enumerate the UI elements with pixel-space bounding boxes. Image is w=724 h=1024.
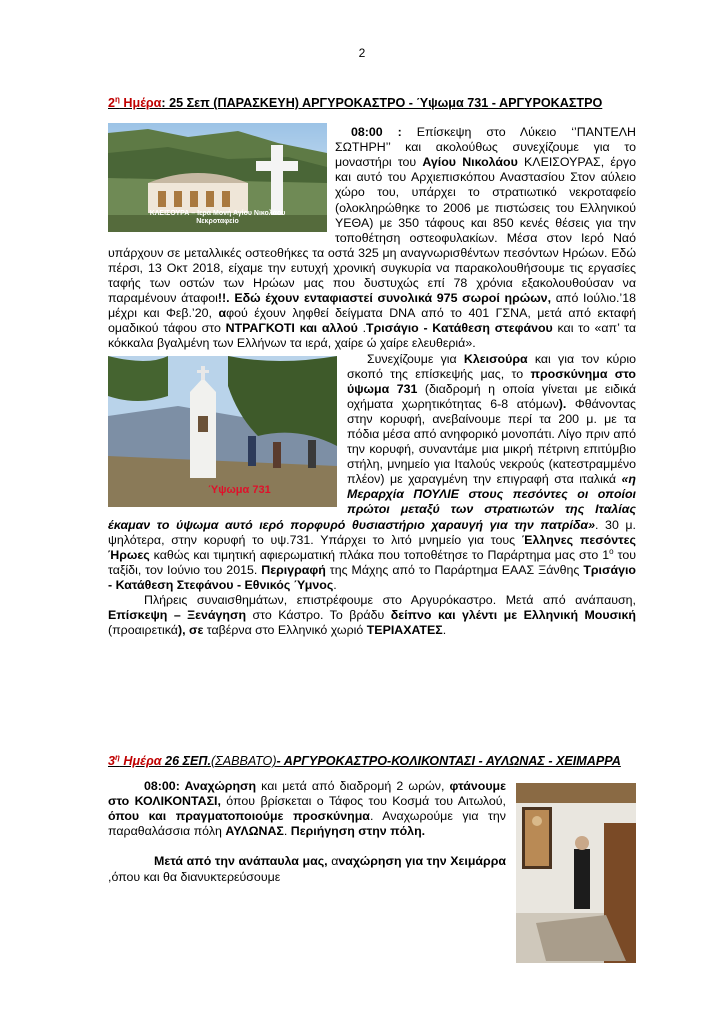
monastery-cemetery-image	[108, 123, 327, 232]
hill-731-memorial-image	[108, 356, 337, 507]
day2-section	[108, 96, 636, 638]
day2-paragraph-2: Συνεχίζουμε για Κλεισούρα και για τον κύριο σκοπό της επίσκεψής μας, το προσκύνημα στο ύψωμα 731 (διαδρομή η οποία γίνεται με ειδικά οχήματα χωρητικότητας 6-8 ατόμων). Φθάνοντας στην κορυφή, ανεβαίνουμε περί τα 200 μ. με τα πόδια μέσα από ανηφορικό μονοπάτι. Λίγο πριν από την κορυφή, συναντάμε μια μικρή πέτρινη επιτύμβιο στήλη, μνημείο για Ιταλούς νεκρούς (κατεστραμμένο πλέον) με χαραγμένη την επιγραφή στα ιταλικά «η Μεραρχία ΠΟΥΛΙΕ στους πεσόντες οι οποίοι πρώτοι μεταξύ των στρατιωτών της Ιταλίας έκαμαν το ύψωμα αυτό ιερό πορφυρό θυσιαστήριο χαραυγή για την πατρίδα». 30 μ. ψηλότερα, στην κορυφή το υψ.731. Υπάρχει το λιτό μνημείο για τους Έλληνες πεσόντες Ήρωες καθώς και τιμητική αφιερωματική πλάκα που τοποθέτησε το Παράρτημα μας στο $1^o$ του ταξίδι, τον Ιούνιο του 2015. Περιγραφή της Μάχης από το Παράρτημα ΕΑΑΣ Ξάνθης Τρισάγιο - Κατάθεση Στεφάνου - Εθνικός Ύμνος.	[108, 351, 637, 592]
day2-heading: $2^\eta$ Ημέρα: 25 Σεπ (ΠΑΡΑΣΚΕΥΗ) ΑΡΓΥΡΟΚΑΣΤΡΟ - Ύψωμα 731 - ΑΡΓΥΡΟΚΑΣΤΡΟ	[108, 94, 603, 110]
day3-paragraph-1: 08:00: Αναχώρηση και μετά από διαδρομή 2 ωρών, φτάνουμε στο ΚΟΛΙΚΟΝΤΑΣΙ, όπου βρίσκεται ο Τάφος του Κοσμά του Αιτωλού, όπου και πραγματοποιούμε προσκύνημα. Αναχωρούμε για την παραθαλάσσια πόλη ΑΥΛΩΝΑΣ. Περιήγηση στην πόλη.	[108, 779, 506, 839]
day2-paragraph-1: 08:00 : Επίσκεψη στο Λύκειο ‘’ΠΑΝΤΕΛΗ ΣΩΤΗΡΗ’’ και ακολούθως συνεχίζουμε για το μοναστήρι του Αγίου Νικολάου ΚΛΕΙΣΟΥΡΑΣ, έργο και αυτό του Αρχιεπισκόπου Αναστασίου Στον αύλειο χώρο του, υπάρχει το στρατιωτικό νεκροταφείο (ολοκληρώθηκε το 2006 με πιστώσεις του Ελληνικού ΥΕΘΑ) με 350 τάφους και 850 κενές θέσεις για την τοποθέτηση οστεοφυλακίων. Μέσα στον Ιερό Ναό υπάρχουν σε μεταλλικές οστεοθήκες τα οστά 325 μη αναγνωρισθέντων πεσόντων Ηρώων. Εδώ πέρσι, 13 Οκτ 2018, είχαμε την ευτυχή χρονική συγκυρία να παρακολουθήσουμε τις εργασίες ταφής των οστών των Ηρώων μας που δυστυχώς επί 78 χρόνια εξακολουθούσαν να παραμένουν άταφοι!!. Εδώ έχουν ενταφιαστεί συνολικά 975 σωροί ηρώων, από Ιούλιο.’18 μέχρι και Φεβ.’20, αφού έχουν ληφθεί δείγματα DNA από το 401 ΓΣΝΑ, μετά από εκταφή ομαδικού τάφου στο ΝΤΡΑΓΚΟΤΙ και αλλού .Τρισάγιο - Κατάθεση στεφάνου και το «απ’ τα κόκκαλα βγαλμένη των Ελλήνων τα ιερά, χαίρε ώ χαίρε ελευθεριά».	[108, 125, 637, 351]
day2-day-label: $2^\eta$ Ημέρα	[108, 94, 162, 110]
monastery-image-caption: ΚΛΕΙΣΟΥΡΑ – Ιερά Μονή Αγίου Νικολάου Νεκροταφείο	[149, 210, 286, 226]
hill-731-image-label: Ύψωμα 731	[208, 484, 271, 497]
day3-section	[108, 754, 636, 963]
day3-paragraph-2: Μετά από την ανάπαυλα μας, αναχώρηση για την Χειμάρρα ,όπου και θα διανυκτερεύσουμε	[108, 854, 506, 884]
page-number: 2	[358, 46, 366, 60]
kosmas-tomb-image	[516, 783, 636, 963]
day2-paragraph-3: Πλήρεις συναισθημάτων, επιστρέφουμε στο Αργυρόκαστρο. Μετά από ανάπαυση, Επίσκεψη – Ξενάγηση στο Κάστρο. Το βράδυ δείπνο και γλέντι με Ελληνική Μουσική (προαιρετικά), σε ταβέρνα στο Ελληνικό χωριό ΤΕΡΙΑΧΑΤΕΣ.	[108, 593, 636, 638]
day3-heading: $3^\eta$ Ημέρα 26 ΣΕΠ.(ΣΑΒΒΑΤΟ)- ΑΡΓΥΡΟΚΑΣΤΡΟ-ΚΟΛΙΚΟΝΤΑΣΙ - ΑΥΛΩΝΑΣ - ΧΕΙΜΑΡΡΑ	[108, 752, 621, 768]
day3-day-label: $3^\eta$ Ημέρα	[108, 752, 162, 768]
